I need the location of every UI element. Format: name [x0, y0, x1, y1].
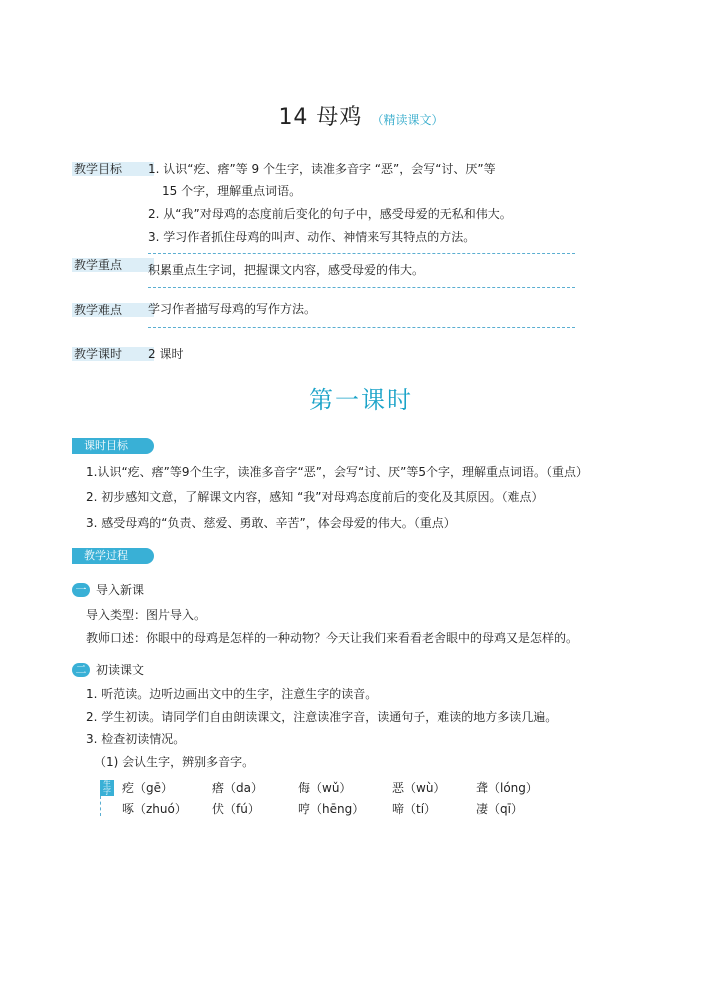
objective-line-2: 15 个字，理解重点词语。: [162, 184, 302, 198]
char-list-divider: [100, 796, 101, 816]
char-pair: 啄（zhuó）: [122, 802, 187, 816]
section-title: 第一课时: [309, 386, 413, 414]
objectives-label: 教学目标: [72, 162, 154, 176]
objective-line-1: 1. 认识“疙、瘩”等 9 个生字，读准多音字 “恶”，会写“讨、厌”等: [148, 162, 496, 176]
lesson-title-sub: （精读课文）: [371, 113, 444, 127]
lesson-goal-2: 2. 初步感知文意，了解课文内容，感知 “我”对母鸡态度前后的变化及其原因。（难点）: [86, 490, 544, 504]
difficulties-text: 学习作者描写母鸡的写作方法。: [148, 302, 317, 316]
key-points-label: 教学重点: [72, 258, 154, 272]
process-label: 教学过程: [72, 548, 154, 564]
char-pair: 伏（fú）: [212, 802, 260, 816]
objective-line-3: 2. 从“我”对母鸡的态度前后变化的句子中，感受母爱的无私和伟大。: [148, 207, 512, 221]
char-pair: 恶（wù）: [392, 781, 446, 795]
objective-line-4: 3. 学习作者抓住母鸡的叫声、动作、神情来写其特点的方法。: [148, 230, 476, 244]
new-characters-tag: 生字: [100, 780, 114, 796]
char-pair: 凄（qī）: [476, 802, 523, 816]
hours-text: 2 课时: [148, 347, 184, 361]
lesson-goal-3: 3. 感受母鸡的“负责、慈爱、勇敢、辛苦”，体会母爱的伟大。（重点）: [86, 516, 456, 530]
part2-heading: 初读课文: [96, 663, 145, 677]
divider: [148, 287, 575, 288]
part2-number: 二: [72, 663, 90, 677]
part1-line-1: 导入类型：图片导入。: [86, 608, 207, 622]
char-pair: 啼（tí）: [392, 802, 437, 816]
part1-heading: 导入新课: [96, 583, 145, 597]
part2-line-2: 2. 学生初读。请同学们自由朗读课文，注意读准字音，读通句子，难读的地方多读几遍。: [86, 710, 558, 724]
char-pair: 疙（gē）: [122, 781, 174, 795]
key-points-text: 积累重点生字词，把握课文内容，感受母爱的伟大。: [148, 263, 425, 277]
lesson-goal-1: 1.认识“疙、瘩”等9个生字，读准多音字“恶”，会写“讨、厌”等5个字，理解重点词语。（重点）: [86, 465, 589, 479]
lesson-title: [0, 100, 722, 131]
part2-line-4: （1) 会认生字，辨别多音字。: [94, 755, 255, 769]
lesson-title-main: 14 母鸡: [278, 105, 363, 130]
char-pair: 哼（hēng）: [298, 802, 365, 816]
part1-number: 一: [72, 583, 90, 597]
part2-line-3: 3. 检查初读情况。: [86, 732, 186, 746]
hours-label: 教学课时: [72, 347, 154, 361]
lesson-goals-label: 课时目标: [72, 438, 154, 454]
divider: [148, 327, 575, 328]
char-pair: 瘩（da）: [212, 781, 263, 795]
part2-line-1: 1. 听范读。边听边画出文中的生字，注意生字的读音。: [86, 687, 378, 701]
char-pair: 侮（wǔ）: [298, 781, 352, 795]
char-pair: 聋（lóng）: [476, 781, 538, 795]
part1-line-2: 教师口述：你眼中的母鸡是怎样的一种动物？今天让我们来看看老舍眼中的母鸡又是怎样的。: [86, 631, 579, 645]
difficulties-label: 教学难点: [72, 303, 154, 317]
divider: [148, 253, 575, 254]
